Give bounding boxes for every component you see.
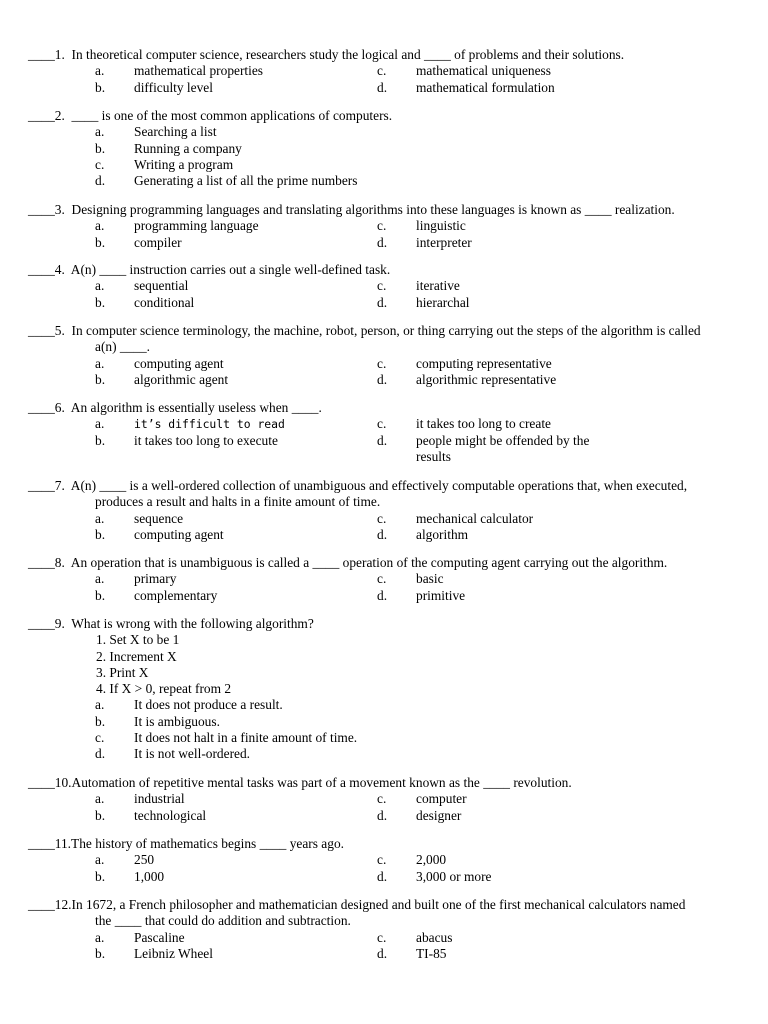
option-b-text: conditional xyxy=(134,294,195,310)
option-b-letter: b. xyxy=(95,945,106,961)
answer-blank[interactable]: ____ xyxy=(28,616,55,631)
question-number: 8. xyxy=(54,555,65,570)
question-4 xyxy=(28,262,728,311)
question-number: 7. xyxy=(54,478,65,493)
option-d-text: TI-85 xyxy=(416,945,447,961)
option-b-text: 1,000 xyxy=(134,868,165,884)
option-d-text: Generating a list of all the prime numbers xyxy=(134,173,358,189)
answer-blank[interactable]: ____ xyxy=(28,323,55,338)
question-2 xyxy=(28,108,728,189)
option-d-text: It is not well-ordered. xyxy=(134,746,251,762)
option-c-letter: c. xyxy=(377,510,387,526)
option-row xyxy=(28,808,728,824)
option-c-text: iterative xyxy=(416,278,460,294)
question-stem xyxy=(28,400,728,416)
option-b-letter: b. xyxy=(95,234,106,250)
option-d-text: algorithmic representative xyxy=(416,371,557,387)
option-d-text: algorithm xyxy=(416,526,469,542)
option-a-letter: a. xyxy=(95,929,105,945)
option-d-letter: d. xyxy=(377,868,388,884)
option-row xyxy=(28,930,728,946)
option-row xyxy=(28,432,728,464)
option-d-text: 3,000 or more xyxy=(416,868,492,884)
question-number: 12. xyxy=(54,897,72,912)
question-number: 2. xyxy=(54,108,65,123)
question-text: In computer science terminology, the machine, robot, person, or thing carrying out the steps of the algorithm is called xyxy=(71,323,701,338)
option-row xyxy=(28,416,728,432)
question-text: Designing programming languages and translating algorithms into these languages is known as ____ realization. xyxy=(71,202,675,217)
option-c-letter: c. xyxy=(377,571,387,587)
question-text: In 1672, a French philosopher and mathematician designed and built one of the first mechanical calculators named xyxy=(71,897,686,912)
question-stem xyxy=(28,108,728,124)
option-c-text: linguistic xyxy=(416,218,466,234)
option-a-text: It does not produce a result. xyxy=(134,697,283,713)
option-a-letter: a. xyxy=(95,791,105,807)
option-c-letter: c. xyxy=(95,156,105,172)
option-b-text: Running a company xyxy=(134,140,242,156)
option-b-text: technological xyxy=(134,807,207,823)
option-b-letter: b. xyxy=(95,868,106,884)
question-12 xyxy=(28,897,728,962)
option-d-text: mathematical formulation xyxy=(416,79,555,95)
option-a-text: mathematical properties xyxy=(134,63,264,79)
option-c-text: computer xyxy=(416,791,467,807)
answer-blank[interactable]: ____ xyxy=(28,400,55,415)
question-number: 1. xyxy=(54,47,65,62)
question-11 xyxy=(28,836,728,885)
option-a-text: primary xyxy=(134,571,177,587)
option-c-text: it takes too long to create xyxy=(416,416,551,432)
option-row xyxy=(28,714,728,730)
question-stem xyxy=(28,775,728,791)
question-number: 9. xyxy=(54,616,65,631)
answer-blank[interactable]: ____ xyxy=(28,897,55,912)
option-a-letter: a. xyxy=(95,218,105,234)
answer-blank[interactable]: ____ xyxy=(28,555,55,570)
option-b-text: Leibniz Wheel xyxy=(134,945,213,961)
option-a-text: programming language xyxy=(134,218,259,234)
question-text: A(n) ____ is a well-ordered collection of unambiguous and effectively computable operations that, when executed, xyxy=(70,478,688,493)
option-b-letter: b. xyxy=(95,807,106,823)
option-a-text: sequential xyxy=(134,278,189,294)
option-a-letter: a. xyxy=(95,697,105,713)
option-a-text: Searching a list xyxy=(134,124,217,140)
option-row xyxy=(28,356,728,372)
option-d-text: primitive xyxy=(416,587,466,603)
question-7 xyxy=(28,478,728,543)
option-row xyxy=(28,746,728,762)
option-a-letter: a. xyxy=(95,416,105,432)
question-number: 10. xyxy=(54,775,72,790)
question-stem xyxy=(28,323,728,339)
question-text: In theoretical computer science, researchers study the logical and ____ of problems and their solutions. xyxy=(71,47,625,62)
option-row xyxy=(28,730,728,746)
question-stem xyxy=(28,836,728,852)
question-stem xyxy=(28,897,728,913)
option-row xyxy=(28,235,728,251)
option-b-letter: b. xyxy=(95,371,106,387)
option-row xyxy=(28,571,728,587)
option-c-text: 2,000 xyxy=(416,852,447,868)
option-c-text: mathematical uniqueness xyxy=(416,63,551,79)
option-b-text: algorithmic agent xyxy=(134,371,229,387)
option-d-text: interpreter xyxy=(416,234,472,250)
question-text-continued: produces a result and halts in a finite amount of time. xyxy=(95,494,381,510)
answer-blank[interactable]: ____ xyxy=(28,478,55,493)
option-b-text: complementary xyxy=(134,587,218,603)
option-c-text: computing representative xyxy=(416,355,552,371)
option-a-letter: a. xyxy=(95,124,105,140)
question-3 xyxy=(28,202,728,251)
question-number: 3. xyxy=(54,202,65,217)
option-row xyxy=(28,63,728,79)
question-text: What is wrong with the following algorithm? xyxy=(71,616,314,631)
question-6 xyxy=(28,400,728,464)
option-row xyxy=(28,278,728,294)
option-b-text: computing agent xyxy=(134,526,224,542)
option-c-letter: c. xyxy=(377,355,387,371)
option-row xyxy=(28,295,728,311)
option-row xyxy=(28,124,728,140)
option-b-letter: b. xyxy=(95,79,106,95)
algorithm-step: 1. Set X to be 1 xyxy=(96,632,180,648)
option-d-text: hierarchal xyxy=(416,294,470,310)
answer-blank[interactable]: ____ xyxy=(28,202,55,217)
option-a-letter: a. xyxy=(95,63,105,79)
option-d-letter: d. xyxy=(377,79,388,95)
option-a-text: 250 xyxy=(134,852,155,868)
question-1 xyxy=(28,47,728,96)
option-row xyxy=(28,588,728,604)
option-b-letter: b. xyxy=(95,432,106,448)
option-b-letter: b. xyxy=(95,140,106,156)
option-c-letter: c. xyxy=(377,852,387,868)
question-number: 4. xyxy=(54,262,65,277)
option-c-letter: c. xyxy=(377,63,387,79)
option-row xyxy=(28,173,728,189)
question-5 xyxy=(28,323,728,388)
algorithm-step: 2. Increment X xyxy=(96,648,177,664)
question-text: Automation of repetitive mental tasks was part of a movement known as the ____ revolution. xyxy=(71,775,572,790)
option-b-text: compiler xyxy=(134,234,182,250)
option-row xyxy=(28,697,728,713)
question-stem xyxy=(28,202,728,218)
question-stem xyxy=(28,47,728,63)
option-row xyxy=(28,372,728,388)
option-a-letter: a. xyxy=(95,852,105,868)
option-d-letter: d. xyxy=(377,234,388,250)
option-row xyxy=(28,946,728,962)
option-c-text: abacus xyxy=(416,929,453,945)
option-b-letter: b. xyxy=(95,713,106,729)
option-d-letter: d. xyxy=(377,587,388,603)
option-row xyxy=(28,157,728,173)
algorithm-step: 4. If X > 0, repeat from 2 xyxy=(96,681,232,697)
question-stem xyxy=(28,478,728,494)
option-a-text: Pascaline xyxy=(134,929,185,945)
option-c-letter: c. xyxy=(377,218,387,234)
question-10 xyxy=(28,775,728,824)
option-row xyxy=(28,511,728,527)
answer-blank[interactable]: ____ xyxy=(28,836,55,851)
answer-blank[interactable]: ____ xyxy=(28,47,55,62)
option-c-text: mechanical calculator xyxy=(416,510,534,526)
question-text: A(n) ____ instruction carries out a single well-defined task. xyxy=(70,262,391,277)
option-row xyxy=(28,141,728,157)
algorithm-step: 3. Print X xyxy=(96,664,149,680)
option-c-text: It does not halt in a finite amount of time. xyxy=(134,730,358,746)
option-c-text: basic xyxy=(416,571,444,587)
option-d-letter: d. xyxy=(377,807,388,823)
answer-blank[interactable]: ____ xyxy=(28,775,55,790)
option-c-letter: c. xyxy=(377,929,387,945)
question-text-continued: the ____ that could do addition and subtraction. xyxy=(95,913,351,929)
question-text: The history of mathematics begins ____ years ago. xyxy=(71,836,344,851)
option-c-letter: c. xyxy=(377,278,387,294)
question-number: 6. xyxy=(54,400,65,415)
option-b-text: It is ambiguous. xyxy=(134,713,220,729)
option-a-letter: a. xyxy=(95,278,105,294)
option-a-text: computing agent xyxy=(134,355,224,371)
option-a-text: it’s difficult to read xyxy=(134,417,285,432)
option-c-text: Writing a program xyxy=(134,156,234,172)
question-text: An operation that is unambiguous is called a ____ operation of the computing agent carrying out the algorithm. xyxy=(70,555,668,570)
option-b-text: difficulty level xyxy=(134,79,213,95)
option-a-letter: a. xyxy=(95,355,105,371)
question-9 xyxy=(28,616,728,763)
question-text: An algorithm is essentially useless when ____. xyxy=(70,400,322,415)
option-d-text: people might be offended by the results xyxy=(416,432,590,464)
option-d-letter: d. xyxy=(377,526,388,542)
option-row xyxy=(28,869,728,885)
option-c-letter: c. xyxy=(377,416,387,432)
option-row xyxy=(28,791,728,807)
answer-blank[interactable]: ____ xyxy=(28,108,55,123)
question-8 xyxy=(28,555,728,604)
option-d-letter: d. xyxy=(377,294,388,310)
option-a-text: industrial xyxy=(134,791,185,807)
option-row xyxy=(28,218,728,234)
answer-blank[interactable]: ____ xyxy=(28,262,55,277)
option-row xyxy=(28,852,728,868)
option-d-letter: d. xyxy=(377,945,388,961)
option-a-text: sequence xyxy=(134,510,184,526)
question-text: ____ is one of the most common applications of computers. xyxy=(71,108,393,123)
question-stem xyxy=(28,555,728,571)
question-number: 5. xyxy=(54,323,65,338)
question-text-continued: a(n) ____. xyxy=(95,339,151,355)
option-d-letter: d. xyxy=(95,746,106,762)
option-c-letter: c. xyxy=(95,730,105,746)
option-row xyxy=(28,527,728,543)
option-b-text: it takes too long to execute xyxy=(134,432,278,448)
question-stem xyxy=(28,616,728,632)
question-number: 11. xyxy=(54,836,72,851)
option-d-letter: d. xyxy=(95,173,106,189)
option-d-letter: d. xyxy=(377,371,388,387)
option-a-letter: a. xyxy=(95,510,105,526)
option-b-letter: b. xyxy=(95,587,106,603)
option-d-letter: d. xyxy=(377,432,388,448)
option-d-text: designer xyxy=(416,807,462,823)
option-b-letter: b. xyxy=(95,526,106,542)
option-a-letter: a. xyxy=(95,571,105,587)
option-row xyxy=(28,80,728,96)
option-c-letter: c. xyxy=(377,791,387,807)
question-stem xyxy=(28,262,728,278)
option-b-letter: b. xyxy=(95,294,106,310)
